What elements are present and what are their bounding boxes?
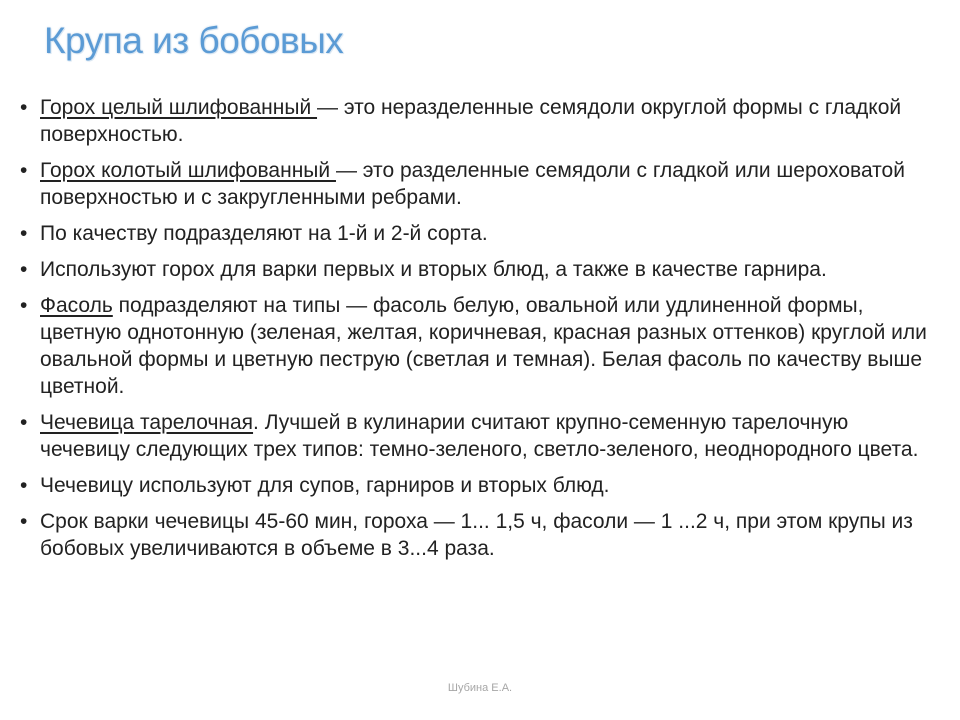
bullet-item-beans bbox=[20, 292, 935, 400]
bullet-text: По качеству подразделяют на 1-й и 2-й сорта. bbox=[40, 222, 488, 245]
bullet-dot-icon: • bbox=[20, 294, 28, 317]
bullet-item-cooking-time bbox=[20, 508, 935, 562]
bullet-text: — это неразделенные семядоли округлой формы с гладкой поверхностью. bbox=[40, 96, 902, 146]
bullet-text: Используют горох для варки первых и вторых блюд, а также в качестве гарнира. bbox=[40, 258, 827, 281]
bullet-item-pea-usage bbox=[20, 256, 935, 283]
bullet-term: Горох целый шлифованный bbox=[40, 96, 318, 119]
bullet-text: подразделяют на типы — фасоль белую, овальной или удлиненной формы, цветную однотонную (зеленая, желтая, коричневая, красная разных оттенков) круглой или овальной формы и цветную пеструю (светлая и темная). Белая фасоль по качеству выше цветной. bbox=[40, 294, 927, 398]
bullet-term: Горох колотый шлифованный bbox=[40, 159, 336, 182]
slide-footer: Шубина Е.А. bbox=[447, 682, 513, 694]
bullet-term: Фасоль bbox=[40, 294, 113, 317]
bullet-item-grades bbox=[20, 220, 935, 247]
bullet-dot-icon: • bbox=[20, 258, 28, 281]
bullet-term: Чечевица тарелочная bbox=[40, 411, 254, 434]
bullet-dot-icon: • bbox=[20, 222, 28, 245]
bullet-dot-icon: • bbox=[20, 159, 28, 182]
bullet-item-lentil-usage bbox=[20, 472, 935, 499]
bullet-dot-icon: • bbox=[20, 474, 28, 497]
bullet-text: Чечевицу используют для супов, гарниров и вторых блюд. bbox=[40, 474, 610, 497]
slide-title: Крупа из бобовых bbox=[44, 20, 344, 61]
bullet-text: . Лучшей в кулинарии считают крупно-семенную тарелочную чечевицу следующих трех типов: темно-зеленого, светло-зеленого, неоднородного цвета. bbox=[40, 411, 919, 461]
bullet-list bbox=[20, 94, 935, 571]
bullet-dot-icon: • bbox=[20, 411, 28, 434]
bullet-text: — это разделенные семядоли с гладкой или шероховатой поверхностью и с закругленными ребрами. bbox=[40, 159, 905, 209]
bullet-dot-icon: • bbox=[20, 96, 28, 119]
bullet-dot-icon: • bbox=[20, 510, 28, 533]
bullet-item-whole-peas bbox=[20, 94, 935, 148]
bullet-text: Срок варки чечевицы 45-60 мин, гороха — 1... 1,5 ч, фасоли — 1 ...2 ч, при этом крупы из бобовых увеличиваются в объеме в 3...4 раза. bbox=[40, 510, 913, 560]
bullet-item-lentils bbox=[20, 409, 935, 463]
bullet-item-split-peas bbox=[20, 157, 935, 211]
